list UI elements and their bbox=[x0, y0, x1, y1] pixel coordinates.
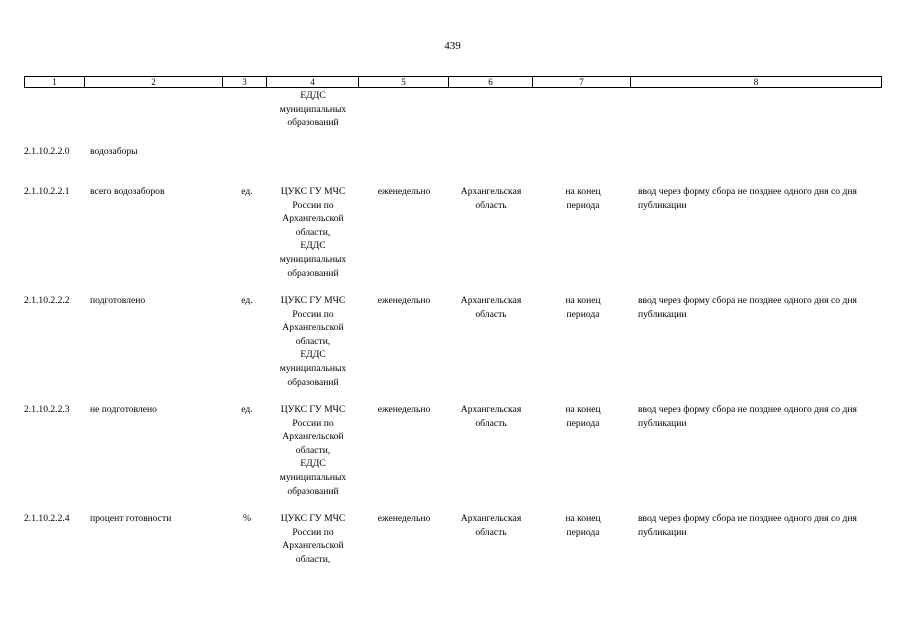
row-source bbox=[266, 185, 360, 280]
source-line: области, bbox=[295, 553, 331, 565]
row-region bbox=[448, 294, 534, 321]
row-name: не подготовлено bbox=[90, 404, 157, 415]
row-region bbox=[448, 403, 534, 430]
region-line: Архангельская bbox=[460, 186, 522, 197]
source-line: России по bbox=[292, 308, 334, 320]
source-line: Архангельской bbox=[282, 213, 344, 225]
row-period bbox=[534, 512, 632, 539]
row-frequency: еженедельно bbox=[377, 404, 431, 415]
source-line: ЕДДС bbox=[300, 240, 326, 252]
row-code: 2.1.10.2.2.2 bbox=[24, 295, 70, 306]
header-col-6: 6 bbox=[449, 77, 533, 87]
period-line: периода bbox=[566, 417, 600, 429]
header-col-1: 1 bbox=[25, 77, 85, 87]
page-number: 439 bbox=[444, 40, 461, 52]
row-frequency: еженедельно bbox=[377, 295, 431, 306]
period-line: на конец bbox=[565, 404, 601, 415]
source-line: России по bbox=[292, 526, 334, 538]
row-period bbox=[534, 185, 632, 212]
header-col-4: 4 bbox=[267, 77, 359, 87]
region-line: область bbox=[475, 526, 507, 538]
row-region bbox=[448, 512, 534, 539]
row-source bbox=[266, 294, 360, 389]
source-line: Архангельской bbox=[282, 431, 344, 443]
continuation-source-line: муниципальных bbox=[279, 103, 347, 115]
source-line: ЕДДС bbox=[300, 458, 326, 470]
source-line: области, bbox=[295, 335, 331, 347]
region-line: Архангельская bbox=[460, 404, 522, 415]
continuation-source-line: ЕДДС bbox=[300, 90, 326, 101]
continuation-source bbox=[266, 89, 360, 130]
row-name: подготовлено bbox=[90, 295, 146, 306]
row-period bbox=[534, 403, 632, 430]
row-frequency: еженедельно bbox=[377, 186, 431, 197]
region-line: область bbox=[475, 199, 507, 211]
period-line: на конец bbox=[565, 295, 601, 306]
row-region bbox=[448, 185, 534, 212]
table-header-row bbox=[24, 76, 882, 88]
source-line: ЕДДС bbox=[300, 349, 326, 361]
source-line: образований bbox=[287, 267, 339, 279]
row-period bbox=[534, 294, 632, 321]
source-line: России по bbox=[292, 199, 334, 211]
region-line: Архангельская bbox=[460, 513, 522, 524]
period-line: на конец bbox=[565, 513, 601, 524]
row-unit: ед. bbox=[241, 404, 253, 415]
row-unit: % bbox=[243, 513, 251, 524]
row-name: всего водозаборов bbox=[90, 186, 165, 197]
period-line: периода bbox=[566, 199, 600, 211]
source-line: муниципальных bbox=[279, 253, 347, 265]
continuation-source-line: образований bbox=[287, 117, 339, 129]
section-code: 2.1.10.2.2.0 bbox=[24, 146, 70, 157]
source-line: ЦУКС ГУ МЧС bbox=[280, 513, 346, 524]
period-line: периода bbox=[566, 526, 600, 538]
row-code: 2.1.10.2.2.3 bbox=[24, 404, 70, 415]
section-name: водозаборы bbox=[90, 146, 138, 157]
source-line: образований bbox=[287, 376, 339, 388]
source-line: Архангельской bbox=[282, 322, 344, 334]
row-source bbox=[266, 512, 360, 566]
header-col-3: 3 bbox=[223, 77, 267, 87]
header-col-7: 7 bbox=[533, 77, 631, 87]
source-line: области, bbox=[295, 444, 331, 456]
row-frequency: еженедельно bbox=[377, 513, 431, 524]
header-col-5: 5 bbox=[359, 77, 449, 87]
source-line: области, bbox=[295, 226, 331, 238]
row-method: ввод через форму сбора не позднее одного дня со дня публикации bbox=[638, 404, 857, 429]
source-line: России по bbox=[292, 417, 334, 429]
row-unit: ед. bbox=[241, 295, 253, 306]
row-method: ввод через форму сбора не позднее одного дня со дня публикации bbox=[638, 295, 857, 320]
row-unit: ед. bbox=[241, 186, 253, 197]
source-line: образований bbox=[287, 485, 339, 497]
row-code: 2.1.10.2.2.4 bbox=[24, 513, 70, 524]
source-line: ЦУКС ГУ МЧС bbox=[280, 186, 346, 197]
period-line: на конец bbox=[565, 186, 601, 197]
source-line: муниципальных bbox=[279, 471, 347, 483]
source-line: ЦУКС ГУ МЧС bbox=[280, 295, 346, 306]
region-line: область bbox=[475, 417, 507, 429]
source-line: ЦУКС ГУ МЧС bbox=[280, 404, 346, 415]
row-method: ввод через форму сбора не позднее одного дня со дня публикации bbox=[638, 513, 857, 538]
row-method: ввод через форму сбора не позднее одного дня со дня публикации bbox=[638, 186, 857, 211]
header-col-2: 2 bbox=[85, 77, 223, 87]
header-col-8: 8 bbox=[753, 77, 759, 87]
row-code: 2.1.10.2.2.1 bbox=[24, 186, 70, 197]
row-source bbox=[266, 403, 360, 498]
region-line: Архангельская bbox=[460, 295, 522, 306]
row-name: процент готовности bbox=[90, 513, 172, 524]
source-line: муниципальных bbox=[279, 362, 347, 374]
region-line: область bbox=[475, 308, 507, 320]
period-line: периода bbox=[566, 308, 600, 320]
source-line: Архангельской bbox=[282, 540, 344, 552]
